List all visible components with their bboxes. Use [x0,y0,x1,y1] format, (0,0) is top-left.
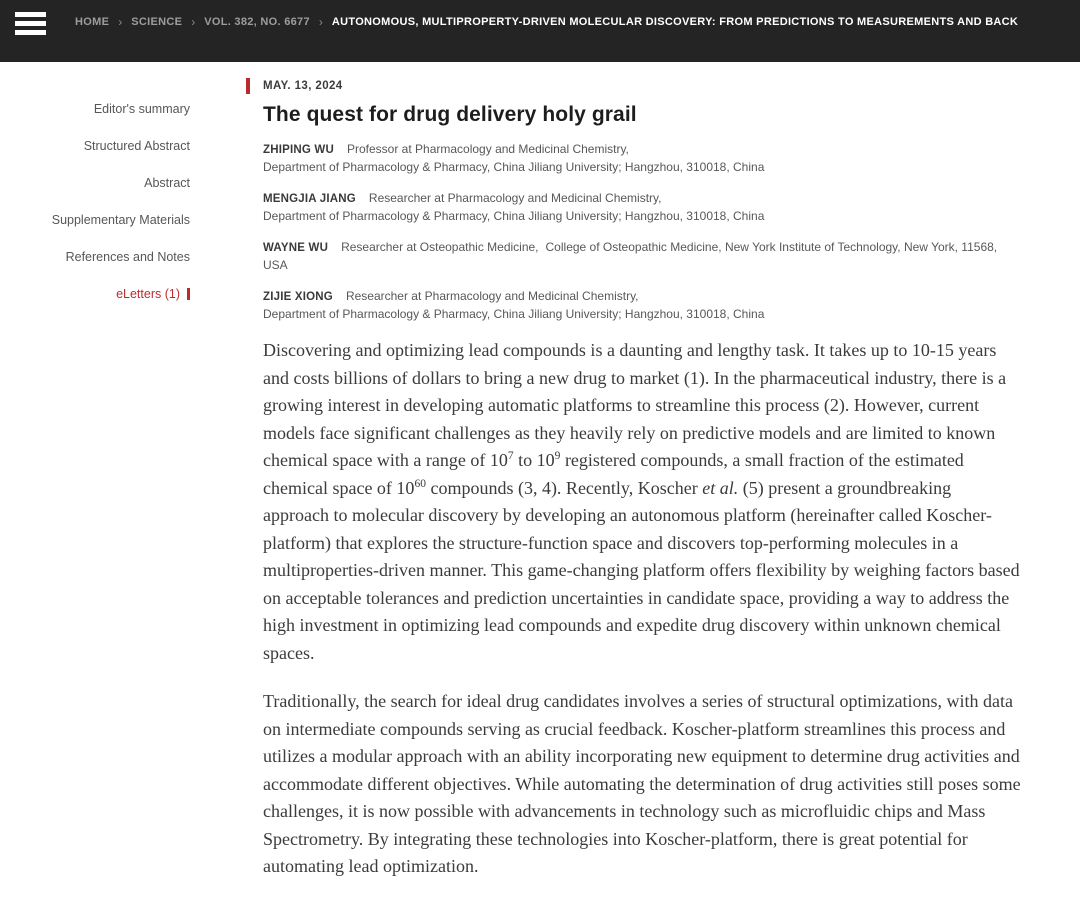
article-body-text [263,337,1021,881]
author-name: ZIJIE XIONG [263,291,333,303]
author-role: Professor at Pharmacology and Medicinal Chemistry, [347,142,629,156]
sidebar-item-eletters-1[interactable] [0,288,190,301]
chevron-right-icon: › [118,15,123,29]
breadcrumb-item-science[interactable]: SCIENCE [131,16,183,28]
article-paragraph: Traditionally, the search for ideal drug candidates involves a series of structural optimizations, with data on intermediate compounds serving as crucial feedback. Koscher-platform streamlines this process and utilizes a modular approach with an ability incorporating new equipment to determine drug activities and accommodate different objectives. While automating the determination of drug activities still poses some challenges, it is now possible with advancements in technology such as microfluidic chips and Mass Spectrometry. By integrating these technologies into Koscher-platform, there is great potential for automating lead optimization. [263,691,1021,876]
breadcrumb-item-vol-382-no-6677[interactable]: VOL. 382, NO. 6677 [204,16,310,28]
page-body [0,62,1080,902]
chevron-right-icon: › [191,15,196,29]
author-entry [263,239,1021,274]
sidebar-item-label: References and Notes [65,250,190,264]
hamburger-menu-icon[interactable] [15,12,46,35]
date-row [246,78,1021,94]
hamburger-bar [15,12,46,17]
author-entry [263,190,1021,225]
sidebar-item-abstract[interactable] [0,177,190,190]
page-title: The quest for drug delivery holy grail [263,103,637,126]
article-section-nav [0,62,190,902]
top-navigation-bar [0,0,1080,62]
hamburger-bar [15,21,46,26]
hamburger-bar [15,30,46,35]
chevron-right-icon: › [318,15,323,29]
author-name: MENGJIA JIANG [263,193,356,205]
author-role: Researcher at Pharmacology and Medicinal Chemistry, [368,191,662,205]
article-date: MAY. 13, 2024 [263,80,343,92]
sidebar-item-supplementary-materials[interactable] [0,214,190,227]
author-role: Researcher at Pharmacology and Medicinal Chemistry, [345,289,639,303]
superscript-text: 7 [507,450,514,462]
author-name: WAYNE WU [263,242,329,254]
red-accent-bar [246,78,250,94]
superscript-text: 9 [554,450,561,462]
sidebar-item-label: Abstract [144,176,190,190]
author-affiliation: Department of Pharmacology & Pharmacy, China Jiliang University; Hangzhou, 310018, China [263,307,765,321]
author-entry [263,141,1021,176]
sidebar-item-references-and-notes[interactable] [0,251,190,264]
breadcrumb [75,15,1018,29]
breadcrumb-item-home[interactable]: HOME [75,16,110,28]
superscript-text: 60 [414,477,426,490]
sidebar-item-editor-s-summary[interactable] [0,103,190,116]
article-paragraph: Discovering and optimizing lead compounds is a daunting and lengthy task. It takes up to 10-15 years and costs billions of dollars to bring a new drug to market (1). In the pharmaceutical industry, there is a growing interest in developing automatic platforms to streamline this process (2). However, current models face significant challenges as they heavily rely on predictive models and are limited to known chemical space with a range of $10^7$ to $10^9$ registered compounds, a small fraction of the estimated chemical space of $10^{60}$ compounds (3, 4). Recently, Koscher et al. (5) present a groundbreaking approach to molecular discovery by developing an autonomous platform (hereinafter called Koscher-platform) that explores the structure-function space and discovers top-performing molecules in a multiproperties-driven manner. This game-changing platform offers flexibility by weighing factors based on acceptable tolerances and prediction uncertainties in candidate space, providing a way to address the high investment in optimizing lead compounds and expedite drug discovery within unknown chemical spaces. [263,340,1020,663]
sidebar-item-label: Supplementary Materials [51,213,190,227]
sidebar-item-label: Editor's summary [93,102,190,116]
article-content [246,62,1021,902]
sidebar-item-label: Structured Abstract [83,139,190,153]
breadcrumb-item-autonomous-multiproperty-driven-molecula: AUTONOMOUS, MULTIPROPERTY-DRIVEN MOLECULAR DISCOVERY: FROM PREDICTIONS TO MEASUREMENTS AND BACK [331,16,1019,28]
author-entry [263,288,1021,323]
author-affiliation: Department of Pharmacology & Pharmacy, China Jiliang University; Hangzhou, 310018, China [263,209,765,223]
author-name: ZHIPING WU [263,144,334,156]
active-section-marker [187,288,190,300]
author-role: Researcher at Osteopathic Medicine, [341,240,539,254]
sidebar-item-structured-abstract[interactable] [0,140,190,153]
italic-text: et al. [702,477,739,498]
author-list [263,141,1021,323]
sidebar-item-label: eLetters (1) [116,287,180,301]
author-affiliation: Department of Pharmacology & Pharmacy, China Jiliang University; Hangzhou, 310018, China [263,160,765,174]
author-affiliation: College of Osteopathic Medicine, New York Institute of Technology, New York, 11568, USA [263,240,998,272]
